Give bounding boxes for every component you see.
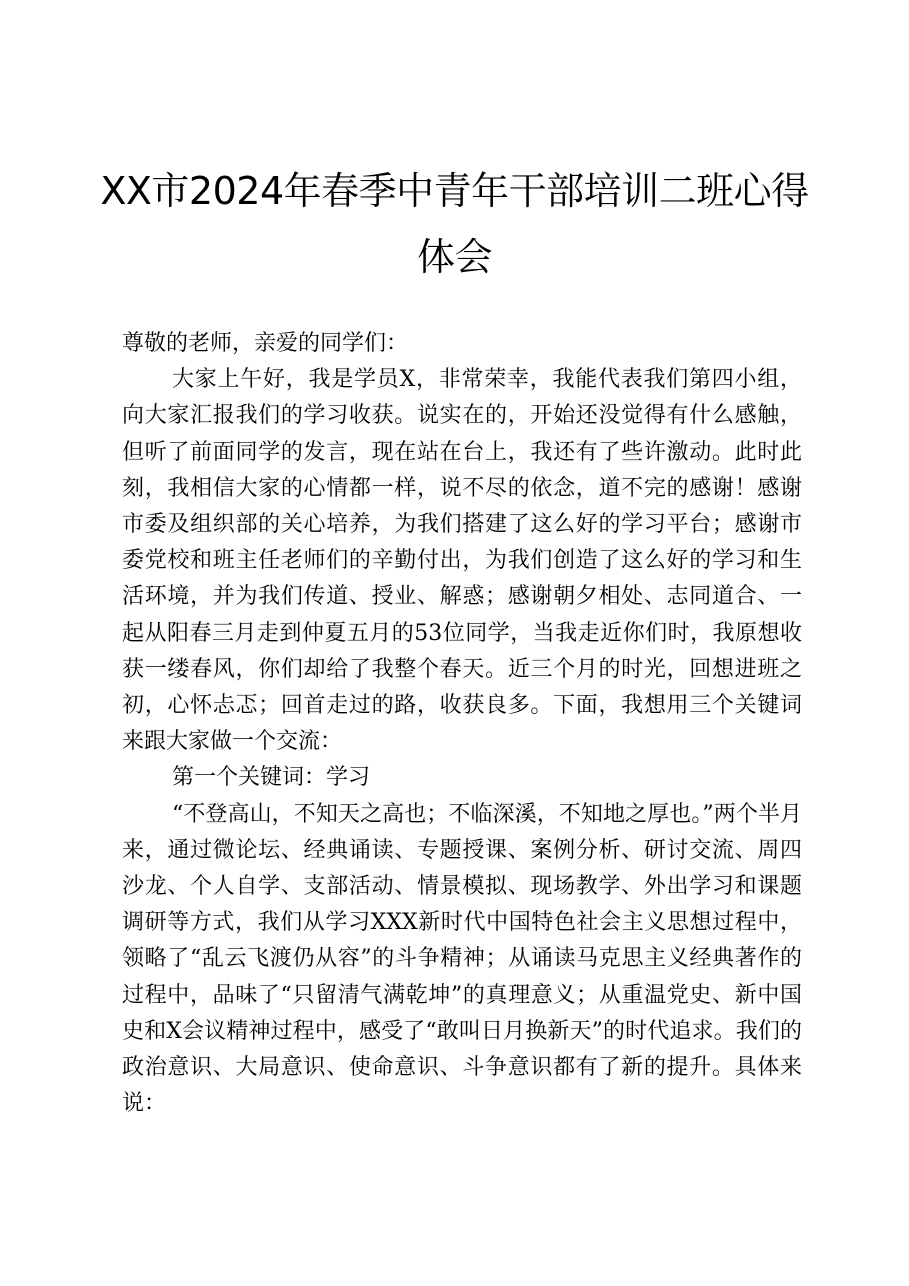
intro-paragraph: 大家上午好，我是学员X，非常荣幸，我能代表我们第四小组，向大家汇报我们的学习收获。说实在的，开始还没觉得有什么感触，但听了前面同学的发言，现在站在台上，我还有了些许激动。此时此刻，我相信大家的心情都一样，说不尽的依念，道不完的感谢！感谢市委及组织部的关心培养，为我们搭建了这么好的学习平台；感谢市委党校和班主任老师们的辛勤付出，为我们创造了这么好的学习和生活环境，并为我们传道、授业、解惑；感谢朝夕相处、志同道合、一起从阳春三月走到仲夏五月的53位同学，当我走近你们时，我原想收获一缕春风，你们却给了我整个春天。近三个月的时光，回想进班之初，心怀忐忑；回首走过的路，收获良多。下面，我想用三个关键词来跟大家做一个交流：	[122, 367, 802, 755]
document-title: XX市2024年春季中青年干部培训二班心得体会	[100, 169, 809, 279]
salutation: 尊敬的老师，亲爱的同学们：	[122, 331, 409, 356]
document-body	[122, 326, 802, 1122]
section-heading: 第一个关键词：学习	[172, 765, 371, 791]
section-paragraph: “不登高山，不知天之高也；不临深溪，不知地之厚也。”两个半月来，通过微论坛、经典诵读、专题授课、案例分析、研讨交流、周四沙龙、个人自学、支部活动、情景模拟、现场教学、外出学习和课题调研等方式，我们从学习XXX新时代中国特色社会主义思想过程中，领略了“乱云飞渡仍从容”的斗争精神；从诵读马克思主义经典著作的过程中，品味了“只留清气满乾坤”的真理意义；从重温党史、新中国史和X会议精神过程中，感受了“敢叫日月换新天”的时代追求。我们的政治意识、大局意识、使命意识、斗争意识都有了新的提升。具体来说：	[122, 801, 802, 1117]
